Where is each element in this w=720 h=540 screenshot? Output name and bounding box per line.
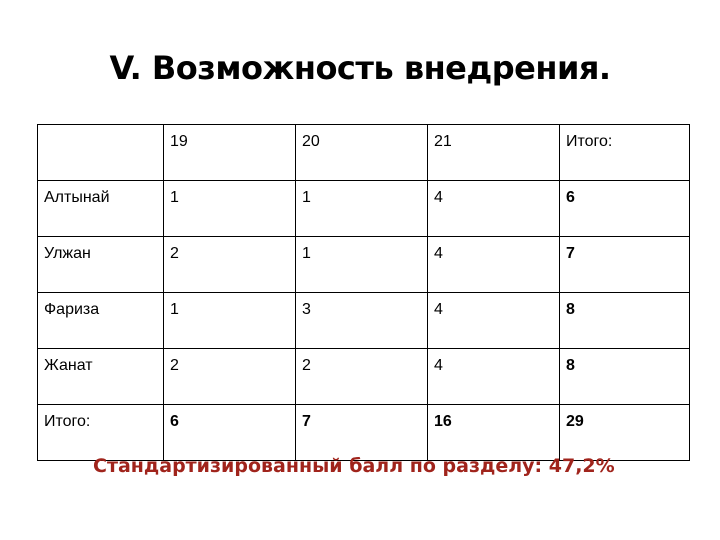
value-cell: 4 — [428, 293, 560, 349]
header-cell-total: Итого: — [560, 125, 690, 181]
row-total-cell: 8 — [560, 293, 690, 349]
row-name-cell: Фариза — [38, 293, 164, 349]
value-cell: 2 — [164, 237, 296, 293]
value-cell: 1 — [164, 181, 296, 237]
header-cell-empty — [38, 125, 164, 181]
value-cell: 4 — [428, 237, 560, 293]
row-name-cell: Жанат — [38, 349, 164, 405]
row-name-cell: Улжан — [38, 237, 164, 293]
header-cell: 20 — [296, 125, 428, 181]
standardized-score-text: Стандартизированный балл по разделу: 47,2% — [93, 455, 615, 477]
value-cell: 1 — [164, 293, 296, 349]
value-cell: 4 — [428, 181, 560, 237]
value-cell: 1 — [296, 237, 428, 293]
table-row — [38, 349, 690, 405]
value-cell: 2 — [164, 349, 296, 405]
table-row — [38, 237, 690, 293]
header-cell: 21 — [428, 125, 560, 181]
totals-label-cell: Итого: — [38, 405, 164, 461]
row-total-cell: 8 — [560, 349, 690, 405]
column-total-cell: 6 — [164, 405, 296, 461]
value-cell: 1 — [296, 181, 428, 237]
table-totals-row — [38, 405, 690, 461]
value-cell: 2 — [296, 349, 428, 405]
table-row — [38, 293, 690, 349]
column-total-cell: 16 — [428, 405, 560, 461]
value-cell: 3 — [296, 293, 428, 349]
grand-total-cell: 29 — [560, 405, 690, 461]
value-cell: 4 — [428, 349, 560, 405]
header-cell: 19 — [164, 125, 296, 181]
slide-title: V. Возможность внедрения. — [109, 49, 611, 87]
row-name-cell: Алтынай — [38, 181, 164, 237]
row-total-cell: 6 — [560, 181, 690, 237]
row-total-cell: 7 — [560, 237, 690, 293]
scores-table — [37, 124, 690, 461]
column-total-cell: 7 — [296, 405, 428, 461]
table-row — [38, 181, 690, 237]
table-header-row — [38, 125, 690, 181]
